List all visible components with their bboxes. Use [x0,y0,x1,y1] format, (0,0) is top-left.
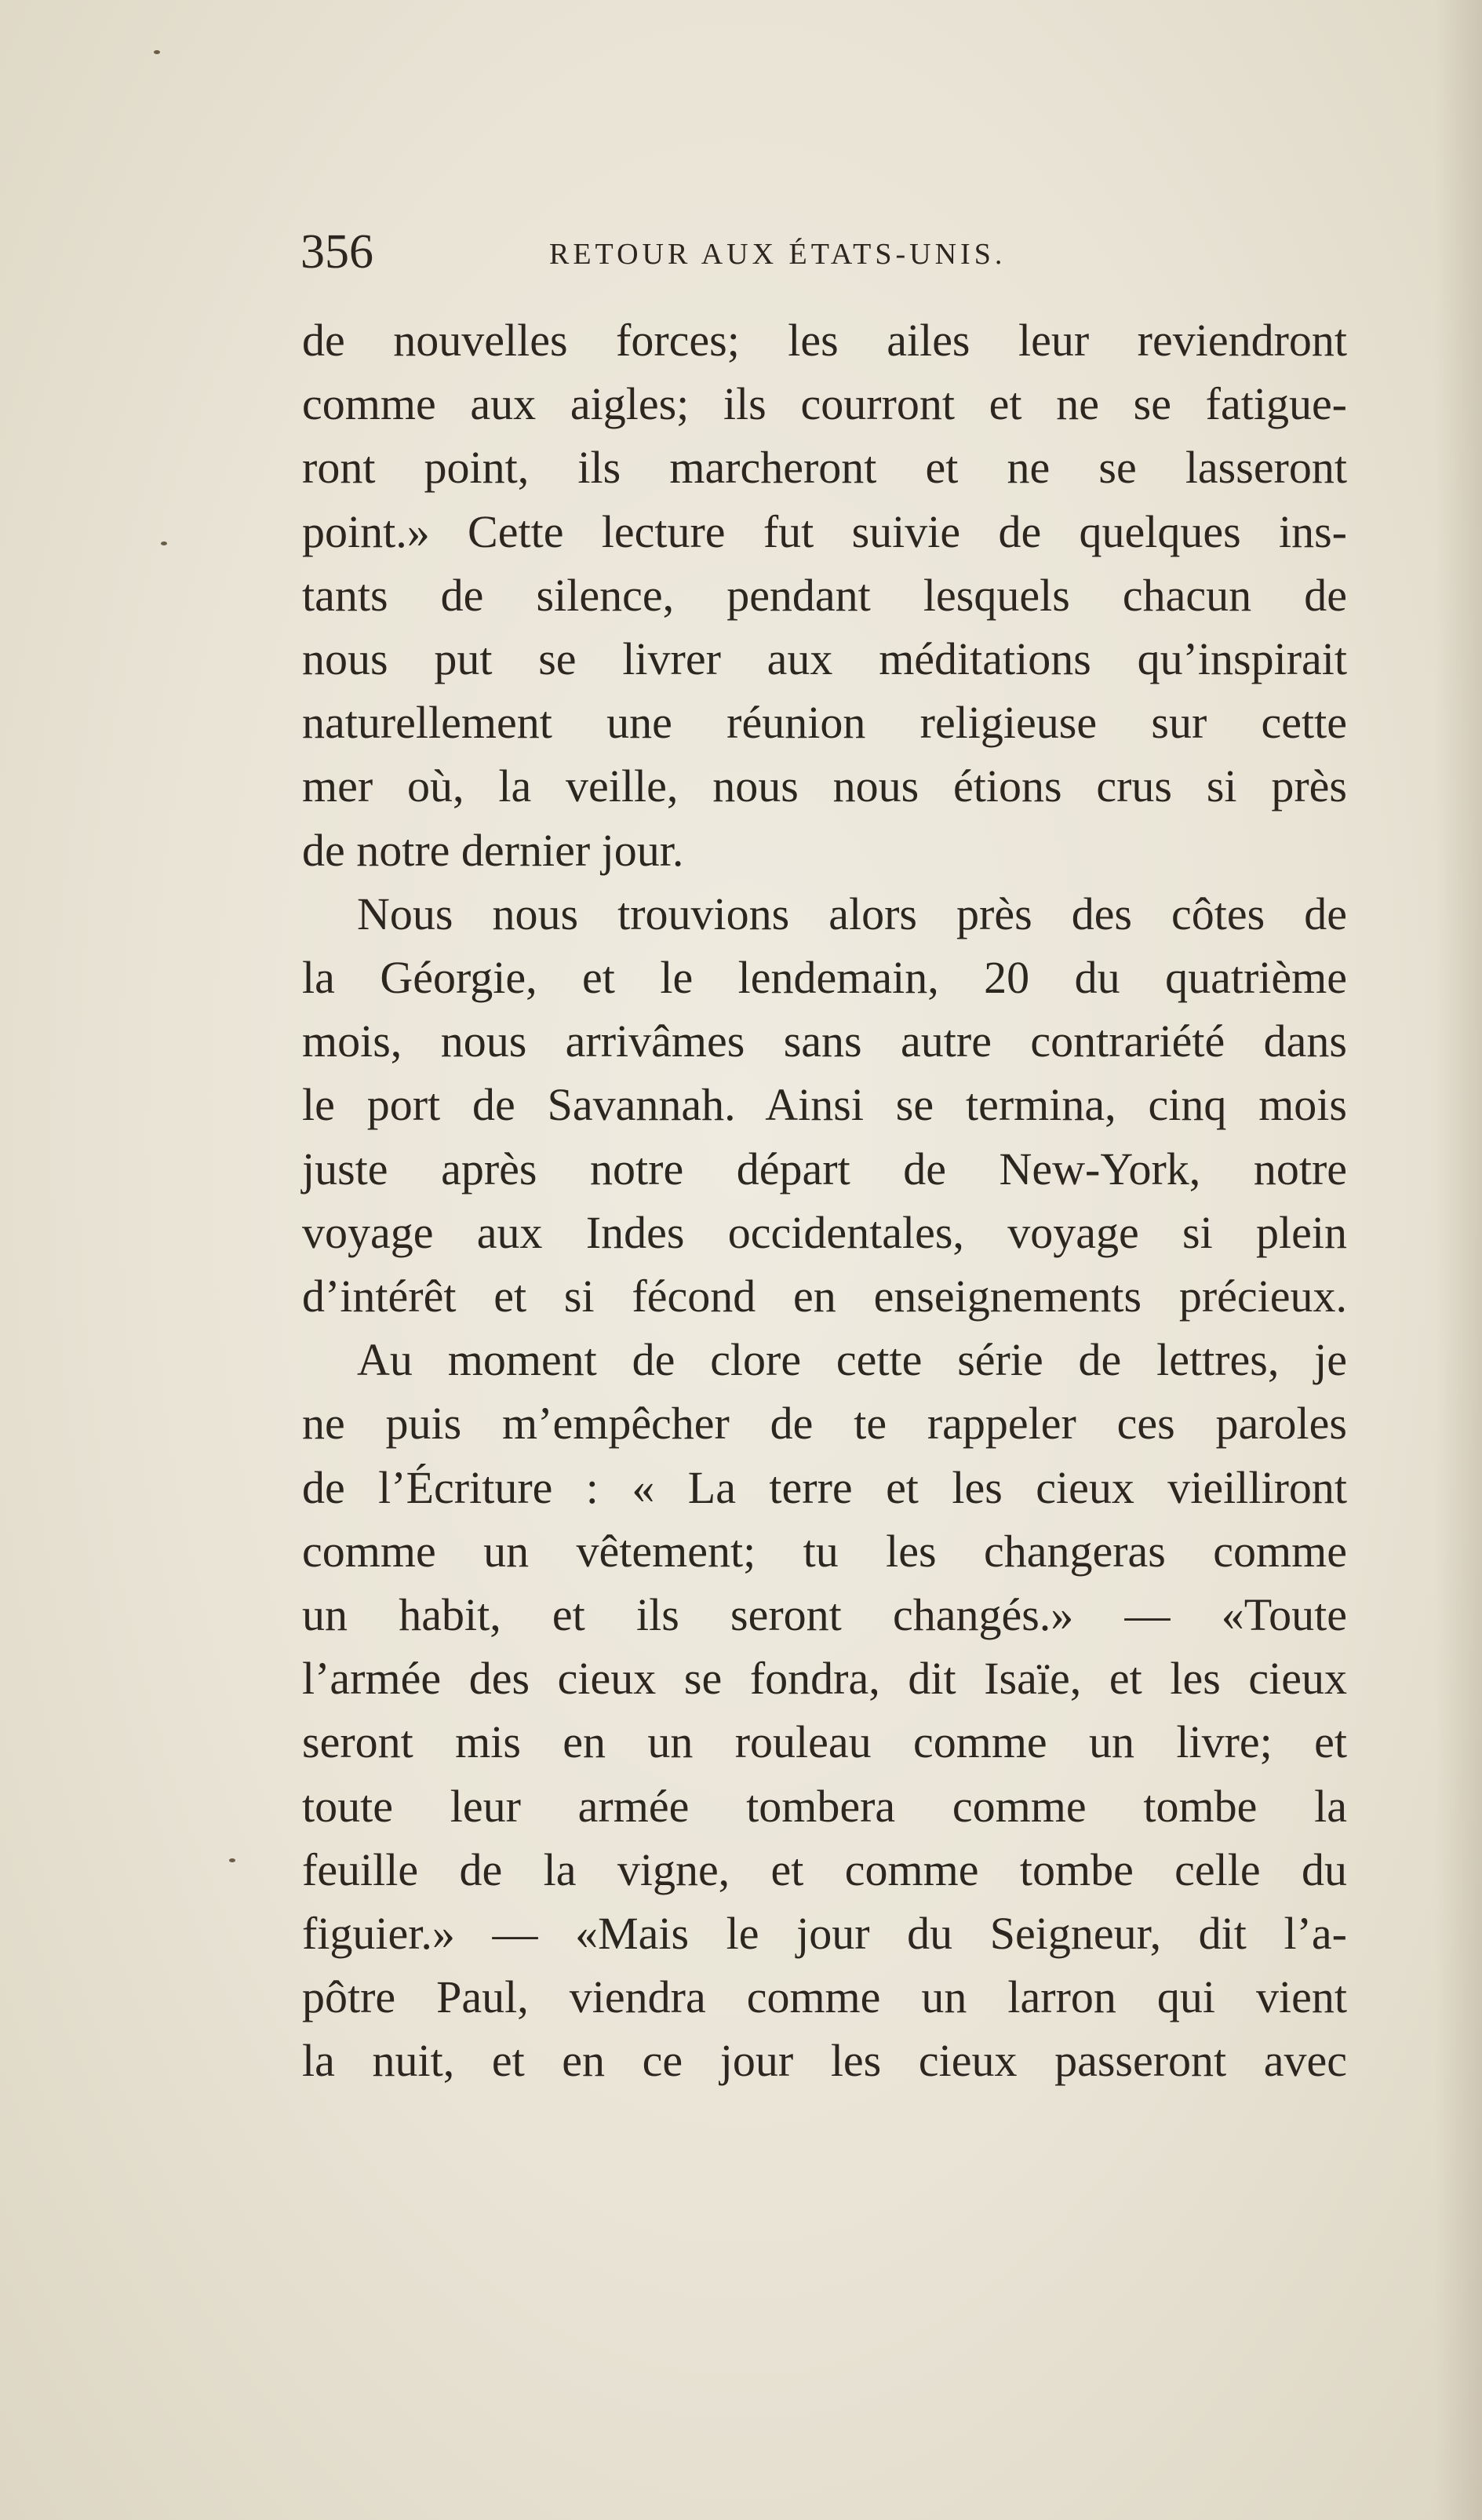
text-line: ne puis m’empêcher de te rappeler ces paroles [302,1398,1347,1450]
text-line: un habit, et ils seront changés.» — «Toute [302,1589,1347,1640]
paper-speck [161,542,167,545]
text-line: comme aux aigles; ils courront et ne se fatigue- [302,378,1347,430]
text-line: feuille de la vigne, et comme tombe celle du [302,1844,1347,1895]
page-number: 356 [300,225,373,279]
text-line: point.» Cette lecture fut suivie de quelques ins- [302,505,1347,557]
text-line: Au moment de clore cette série de lettres, je [357,1334,1347,1386]
paper-speck [229,1858,235,1862]
text-line: voyage aux Indes occidentales, voyage si plein [302,1206,1347,1258]
text-line: mois, nous arrivâmes sans autre contrariété dans [302,1016,1347,1067]
text-line: toute leur armée tombera comme tombe la [302,1780,1347,1832]
text-line: seront mis en un rouleau comme un livre; et [302,1716,1347,1768]
text-line: de nouvelles forces; les ailes leur reviendront [302,315,1347,366]
text-line: mer où, la veille, nous nous étions crus si près [302,760,1347,812]
text-line: comme un vêtement; tu les changeras comme [302,1525,1347,1577]
text-line: de l’Écriture : « La terre et les cieux vieilliront [302,1461,1347,1513]
text-line: tants de silence, pendant lesquels chacun de [302,569,1347,621]
text-line: la Géorgie, et le lendemain, 20 du quatrième [302,952,1347,1003]
paper-speck [154,50,160,54]
text-line: juste après notre départ de New-York, notre [302,1143,1347,1194]
text-line: d’intérêt et si fécond en enseignements précieux. [302,1271,1347,1322]
text-line: l’armée des cieux se fondra, dit Isaïe, et les cieux [302,1653,1347,1705]
text-line: naturellement une réunion religieuse sur cette [302,697,1347,749]
text-line: figuier.» — «Mais le jour du Seigneur, dit l’a- [302,1908,1347,1959]
text-line: nous put se livrer aux méditations qu’inspirait [302,633,1347,684]
running-title: RETOUR AUX ÉTATS-UNIS. [549,238,1007,271]
text-line: Nous nous trouvions alors près des côtes de [357,888,1347,939]
text-line: pôtre Paul, viendra comme un larron qui vient [302,1971,1347,2023]
text-line: ront point, ils marcheront et ne se lasseront [302,442,1347,494]
text-line: la nuit, et en ce jour les cieux passeront avec [302,2035,1347,2087]
text-line: le port de Savannah. Ainsi se termina, cinq mois [302,1079,1347,1131]
text-line: de notre dernier jour. [302,824,684,876]
page-gutter-shadow [1435,0,1482,2520]
